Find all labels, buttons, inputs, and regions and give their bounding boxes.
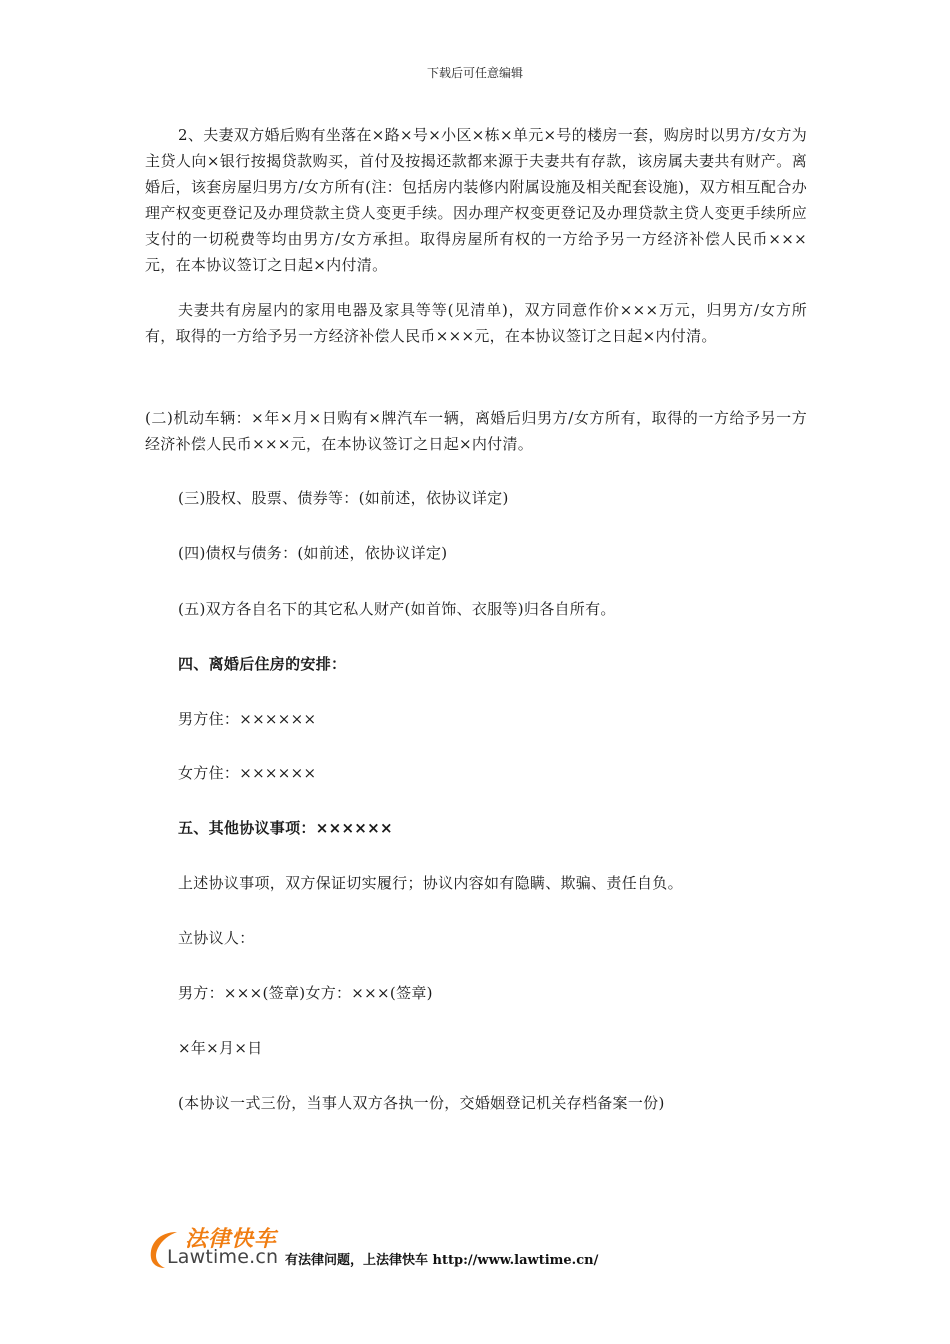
section-heading-other: 五、其他协议事项：×××××× [178, 819, 393, 837]
paragraph-stocks: (三)股权、股票、债券等：(如前述，依协议详定) [178, 489, 509, 507]
signature-line: 男方：×××(签章)女方：×××(签章) [178, 984, 433, 1002]
logo-english-text: Lawtime.cn [167, 1246, 279, 1268]
paragraph-debts: (四)债权与债务：(如前述，依协议详定) [178, 544, 448, 562]
guarantee-statement: 上述协议事项，双方保证切实履行；协议内容如有隐瞒、欺骗、责任自负。 [178, 874, 683, 892]
date-line: ×年×月×日 [178, 1039, 263, 1057]
paragraph-house: 2、夫妻双方婚后购有坐落在×路×号×小区×栋×单元×号的楼房一套，购房时以男方/女方为主贷人向×银行按揭贷款购买，首付及按揭还款都来源于夫妻共有存款，该房属夫妻共有财产。离婚后，该套房屋归男方/女方所有(注：包括房内装修内附属设施及相关配套设施)，双方相互配合办理产权变更登记及办理贷款主贷人变更手续。因办理产权变更登记及办理贷款主贷人变更手续所应支付的一切税费等均由男方/女方承担。取得房屋所有权的一方给予另一方经济补偿人民币×××元，在本协议签订之日起×内付清。 [145, 126, 807, 274]
copies-note: (本协议一式三份，当事人双方各执一份，交婚姻登记机关存档备案一份) [178, 1094, 665, 1112]
footer-tagline-link[interactable]: 有法律问题，上法律快车 http://www.lawtime.cn/ [285, 1253, 599, 1268]
lawtime-logo [147, 1222, 282, 1270]
paragraph-appliances: 夫妻共有房屋内的家用电器及家具等等(见清单)，双方同意作价×××万元，归男方/女方所有，取得的一方给予另一方经济补偿人民币×××元，在本协议签订之日起×内付清。 [145, 301, 807, 345]
section-heading-housing: 四、离婚后住房的安排： [178, 655, 347, 673]
paragraph-vehicle: (二)机动车辆：×年×月×日购有×牌汽车一辆，离婚后归男方/女方所有，取得的一方给予另一方经济补偿人民币×××元，在本协议签订之日起×内付清。 [145, 409, 807, 453]
paragraph-private-property: (五)双方各自名下的其它私人财产(如首饰、衣服等)归各自所有。 [178, 600, 616, 618]
page-footer [147, 1222, 667, 1272]
logo-chinese-text: 法律快车 [185, 1227, 278, 1252]
male-residence-line: 男方住：×××××× [178, 710, 317, 728]
page-header-note: 下载后可任意编辑 [426, 66, 523, 80]
signers-label: 立协议人： [178, 929, 255, 947]
female-residence-line: 女方住：×××××× [178, 764, 317, 782]
